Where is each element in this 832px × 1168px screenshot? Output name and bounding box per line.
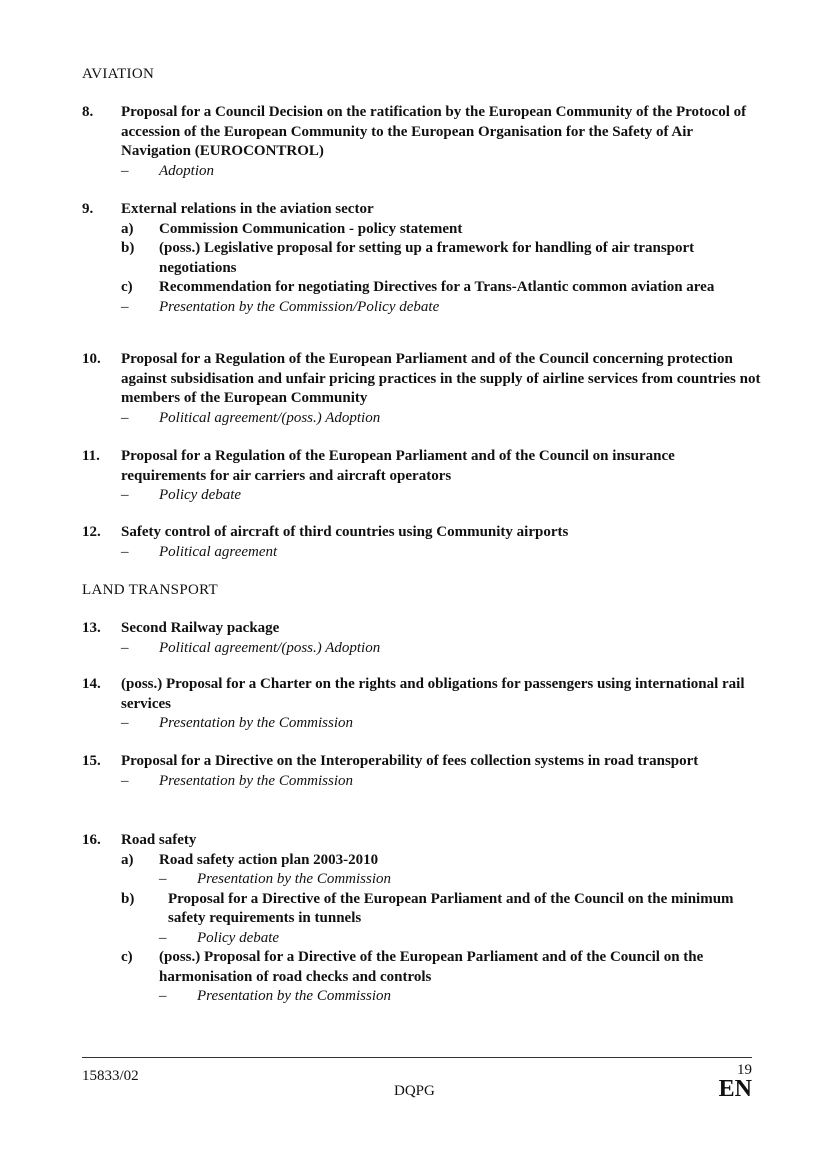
sub-text: Recommendation for negotiating Directives for a Trans-Atlantic common aviation area bbox=[159, 279, 715, 295]
agenda-item-11 bbox=[82, 447, 762, 506]
dash: – bbox=[159, 871, 167, 887]
sub-item-c bbox=[121, 948, 762, 987]
item-action bbox=[121, 714, 762, 734]
dash: – bbox=[121, 298, 129, 315]
item-number: 13. bbox=[82, 620, 101, 636]
agenda-item-14 bbox=[82, 675, 762, 734]
item-title: Proposal for a Directive on the Interoperability of fees collection systems in road transport bbox=[121, 753, 699, 769]
dash: – bbox=[159, 988, 167, 1004]
item-action bbox=[121, 772, 762, 792]
agenda-item-15 bbox=[82, 752, 762, 791]
sub-text: Commission Communication - policy statement bbox=[159, 220, 463, 237]
sub-letter: b) bbox=[121, 240, 135, 256]
action-text: Adoption bbox=[159, 162, 214, 179]
item-number: 8. bbox=[82, 104, 94, 120]
action-text: Political agreement bbox=[159, 543, 278, 560]
sub-item-b bbox=[121, 890, 762, 929]
document-reference: 15833/02 bbox=[82, 1068, 139, 1084]
item-action bbox=[121, 543, 762, 563]
item-action bbox=[121, 162, 762, 182]
sub-text: (poss.) Proposal for a Directive of the European Parliament and of the Council on the harmonisation of road checks and controls bbox=[159, 949, 704, 985]
item-number: 14. bbox=[82, 676, 101, 692]
sub-action bbox=[159, 870, 762, 890]
agenda-item-8 bbox=[82, 103, 762, 181]
item-title: Proposal for a Council Decision on the ratification by the European Community of the Protocol of accession of the European Community to the European Organisation for the Safety of Air Navigation (EUROCONTROL) bbox=[121, 104, 747, 159]
item-title: Second Railway package bbox=[121, 620, 280, 636]
item-number: 12. bbox=[82, 524, 101, 540]
item-action bbox=[121, 639, 762, 659]
sub-item-a bbox=[121, 851, 762, 871]
sub-item-c bbox=[121, 278, 762, 298]
department-code: DQPG bbox=[394, 1083, 435, 1099]
dash: – bbox=[121, 639, 129, 656]
agenda-item-13 bbox=[82, 619, 762, 658]
dash: – bbox=[159, 929, 167, 946]
sub-text: Road safety action plan 2003-2010 bbox=[159, 851, 379, 868]
action-text: Presentation by the Commission/Policy debate bbox=[159, 298, 440, 315]
action-text: Presentation by the Commission bbox=[197, 871, 392, 887]
sub-letter: b) bbox=[121, 890, 135, 907]
agenda-item-12 bbox=[82, 523, 762, 562]
page-number: 19 bbox=[737, 1062, 752, 1078]
sub-text: Proposal for a Directive of the European Parliament and of the Council on the minimum safety requirements in tunnels bbox=[168, 890, 734, 926]
item-title: Road safety bbox=[121, 832, 197, 848]
section-heading-land-transport: LAND TRANSPORT bbox=[82, 582, 218, 598]
sub-action bbox=[159, 987, 762, 1007]
dash: – bbox=[121, 772, 129, 789]
footer-divider bbox=[82, 1057, 752, 1058]
item-number: 10. bbox=[82, 351, 101, 367]
dash: – bbox=[121, 162, 129, 179]
sub-action bbox=[159, 929, 762, 949]
action-text: Policy debate bbox=[159, 487, 242, 503]
item-action bbox=[121, 409, 762, 429]
action-text: Policy debate bbox=[197, 929, 280, 946]
dash: – bbox=[121, 487, 129, 503]
sub-letter: a) bbox=[121, 220, 134, 237]
item-action bbox=[121, 486, 762, 506]
agenda-item-9 bbox=[82, 200, 762, 317]
sub-letter: a) bbox=[121, 851, 134, 868]
item-title: Proposal for a Regulation of the European Parliament and of the Council concerning protection against subsidisation and unfair pricing practices in the supply of airline services from countries not members of the European Community bbox=[121, 351, 761, 406]
dash: – bbox=[121, 715, 129, 731]
agenda-item-16 bbox=[82, 831, 762, 1007]
item-title: (poss.) Proposal for a Charter on the rights and obligations for passengers using international rail services bbox=[121, 676, 745, 712]
sub-item-b bbox=[121, 239, 762, 278]
item-title: Proposal for a Regulation of the European Parliament and of the Council on insurance requirements for air carriers and aircraft operators bbox=[121, 448, 675, 484]
sub-letter: c) bbox=[121, 949, 133, 965]
item-number: 9. bbox=[82, 201, 94, 217]
sub-item-a bbox=[121, 220, 762, 240]
item-number: 16. bbox=[82, 832, 101, 848]
action-text: Presentation by the Commission bbox=[197, 988, 392, 1004]
item-number: 15. bbox=[82, 753, 101, 769]
item-title: External relations in the aviation sector bbox=[121, 201, 374, 217]
dash: – bbox=[121, 409, 129, 426]
sub-letter: c) bbox=[121, 279, 133, 295]
action-text: Presentation by the Commission bbox=[159, 772, 354, 789]
agenda-item-10 bbox=[82, 350, 762, 428]
language-code: EN bbox=[718, 1076, 752, 1102]
action-text: Presentation by the Commission bbox=[159, 715, 354, 731]
action-text: Political agreement/(poss.) Adoption bbox=[159, 639, 381, 656]
action-text: Political agreement/(poss.) Adoption bbox=[159, 409, 381, 426]
section-heading-aviation: AVIATION bbox=[82, 66, 155, 82]
item-number: 11. bbox=[82, 448, 100, 464]
dash: – bbox=[121, 543, 129, 560]
sub-text: (poss.) Legislative proposal for setting up a framework for handling of air transport negotiations bbox=[159, 240, 695, 276]
item-title: Safety control of aircraft of third countries using Community airports bbox=[121, 524, 569, 540]
item-action bbox=[121, 298, 762, 318]
